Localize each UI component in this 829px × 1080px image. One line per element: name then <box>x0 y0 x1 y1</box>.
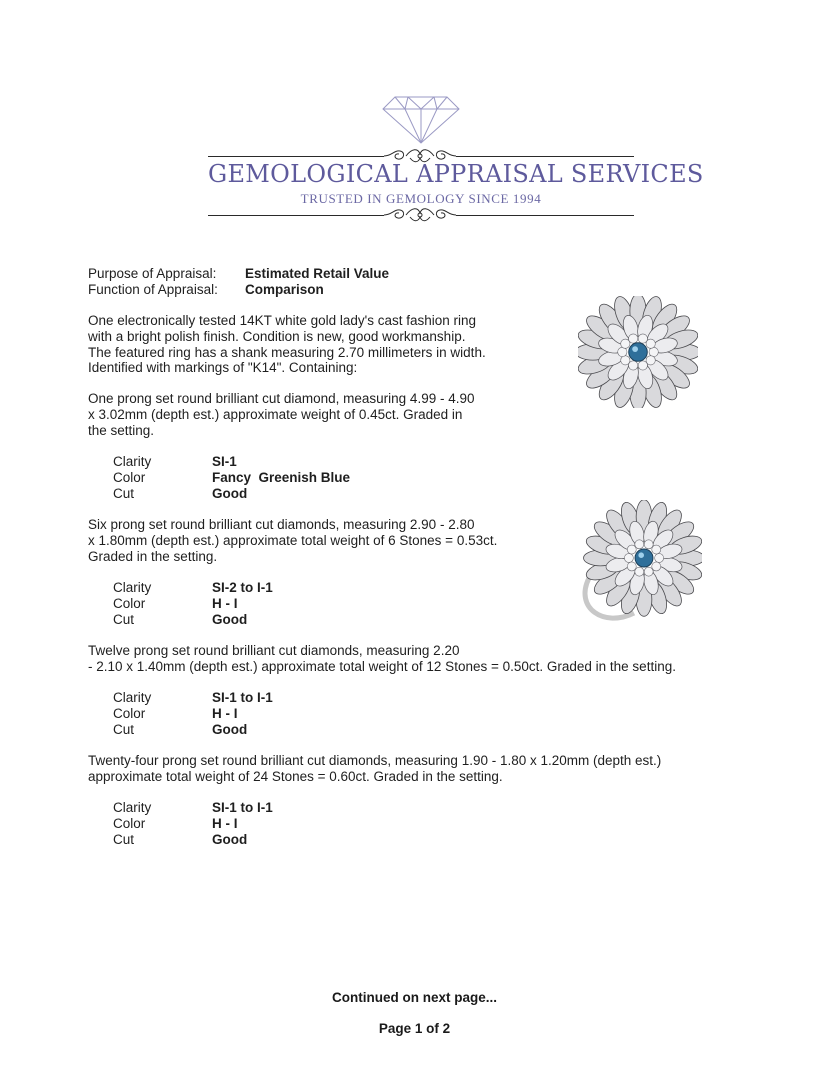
function-value: Comparison <box>245 282 324 297</box>
ring-pave-stone <box>627 545 636 554</box>
color-value: H - I <box>212 816 238 831</box>
clarity-label: Clarity <box>113 580 152 595</box>
company-tagline: TRUSTED IN GEMOLOGY SINCE 1994 <box>300 191 542 206</box>
stone-description-line: Graded in the setting. <box>88 549 218 564</box>
ring-pave-stone <box>649 347 658 356</box>
description-line: The featured ring has a shank measuring 2.70 millimeters in width. <box>88 345 486 360</box>
cut-value: Good <box>212 722 248 737</box>
ring-pave-stone <box>655 554 664 563</box>
stone-description-line: x 1.80mm (depth est.) approximate total weight of 6 Stones = 0.53ct. <box>88 533 498 548</box>
stone-description-line: - 2.10 x 1.40mm (depth est.) approximate total weight of 12 Stones = 0.50ct. Graded in the setting. <box>88 659 676 674</box>
page-number: Page 1 of 2 <box>378 1021 451 1036</box>
ring-top-view-image <box>578 296 698 408</box>
description-line: One electronically tested 14KT white gold lady's cast fashion ring <box>88 313 477 328</box>
ring-pave-stone <box>652 562 661 571</box>
purpose-value: Estimated Retail Value <box>245 266 390 281</box>
ring-center-highlight <box>638 552 644 558</box>
color-label: Color <box>113 596 146 611</box>
company-name: GEMOLOGICAL APPRAISAL SERVICES <box>208 160 704 188</box>
ring-pave-stone <box>644 540 653 549</box>
stone-description-line: Twelve prong set round brilliant cut diamonds, measuring 2.20 <box>88 643 460 658</box>
ring-center-stone <box>635 549 653 567</box>
ring-pave-stone <box>629 361 638 370</box>
ring-pave-stone <box>646 356 655 365</box>
stone-description-line: approximate total weight of 24 Stones = 0.60ct. Graded in the setting. <box>88 769 503 784</box>
header-rule-top-left <box>208 156 384 157</box>
cut-label: Cut <box>113 722 135 737</box>
description-line: Identified with markings of "K14". Containing: <box>88 360 358 375</box>
stone-description-line: One prong set round brilliant cut diamond, measuring 4.99 - 4.90 <box>88 391 475 406</box>
ring-pave-stone <box>635 567 644 576</box>
color-value: H - I <box>212 706 238 721</box>
ring-center-highlight <box>632 346 638 352</box>
header-rule-bottom-right <box>456 215 634 216</box>
ring-pave-stone <box>652 545 661 554</box>
header-rule-top-right <box>456 156 634 157</box>
clarity-label: Clarity <box>113 454 152 469</box>
description-line: with a bright polish finish. Condition is new, good workmanship. <box>88 329 466 344</box>
color-label: Color <box>113 816 146 831</box>
clarity-value: SI-1 to I-1 <box>212 800 273 815</box>
ring-pave-stone <box>646 339 655 348</box>
stone-description-line: Six prong set round brilliant cut diamonds, measuring 2.90 - 2.80 <box>88 517 475 532</box>
cut-label: Cut <box>113 832 135 847</box>
ring-center-stone <box>629 343 648 362</box>
cut-value: Good <box>212 612 248 627</box>
ring-side-view-image <box>572 500 702 624</box>
ring-pave-stone <box>644 567 653 576</box>
ornament-scroll-icon <box>384 205 456 225</box>
cut-label: Cut <box>113 612 135 627</box>
stone-description-line: the setting. <box>88 423 155 438</box>
color-label: Color <box>113 706 146 721</box>
ring-pave-stone <box>618 347 627 356</box>
purpose-label: Purpose of Appraisal: <box>88 266 217 281</box>
ring-pave-stone <box>629 334 638 343</box>
cut-value: Good <box>212 486 248 501</box>
color-value: H - I <box>212 596 238 611</box>
diamond-logo-icon <box>381 93 461 145</box>
ring-pave-stone <box>621 339 630 348</box>
ring-pave-stone <box>638 361 647 370</box>
clarity-value: SI-2 to I-1 <box>212 580 273 595</box>
color-label: Color <box>113 470 146 485</box>
ring-pave-stone <box>635 540 644 549</box>
ring-pave-stone <box>638 334 647 343</box>
function-label: Function of Appraisal: <box>88 282 218 297</box>
ring-pave-stone <box>621 356 630 365</box>
cut-value: Good <box>212 832 248 847</box>
clarity-value: SI-1 <box>212 454 237 469</box>
color-value: Fancy Greenish Blue <box>212 470 351 485</box>
ring-pave-stone <box>627 562 636 571</box>
clarity-label: Clarity <box>113 800 152 815</box>
clarity-value: SI-1 to I-1 <box>212 690 273 705</box>
ring-pave-stone <box>624 554 633 563</box>
header-rule-bottom-left <box>208 215 384 216</box>
cut-label: Cut <box>113 486 135 501</box>
stone-description-line: Twenty-four prong set round brilliant cut diamonds, measuring 1.90 - 1.80 x 1.20mm (depth est.) <box>88 753 662 768</box>
clarity-label: Clarity <box>113 690 152 705</box>
continued-note: Continued on next page... <box>332 990 497 1005</box>
stone-description-line: x 3.02mm (depth est.) approximate weight of 0.45ct. Graded in <box>88 407 463 422</box>
